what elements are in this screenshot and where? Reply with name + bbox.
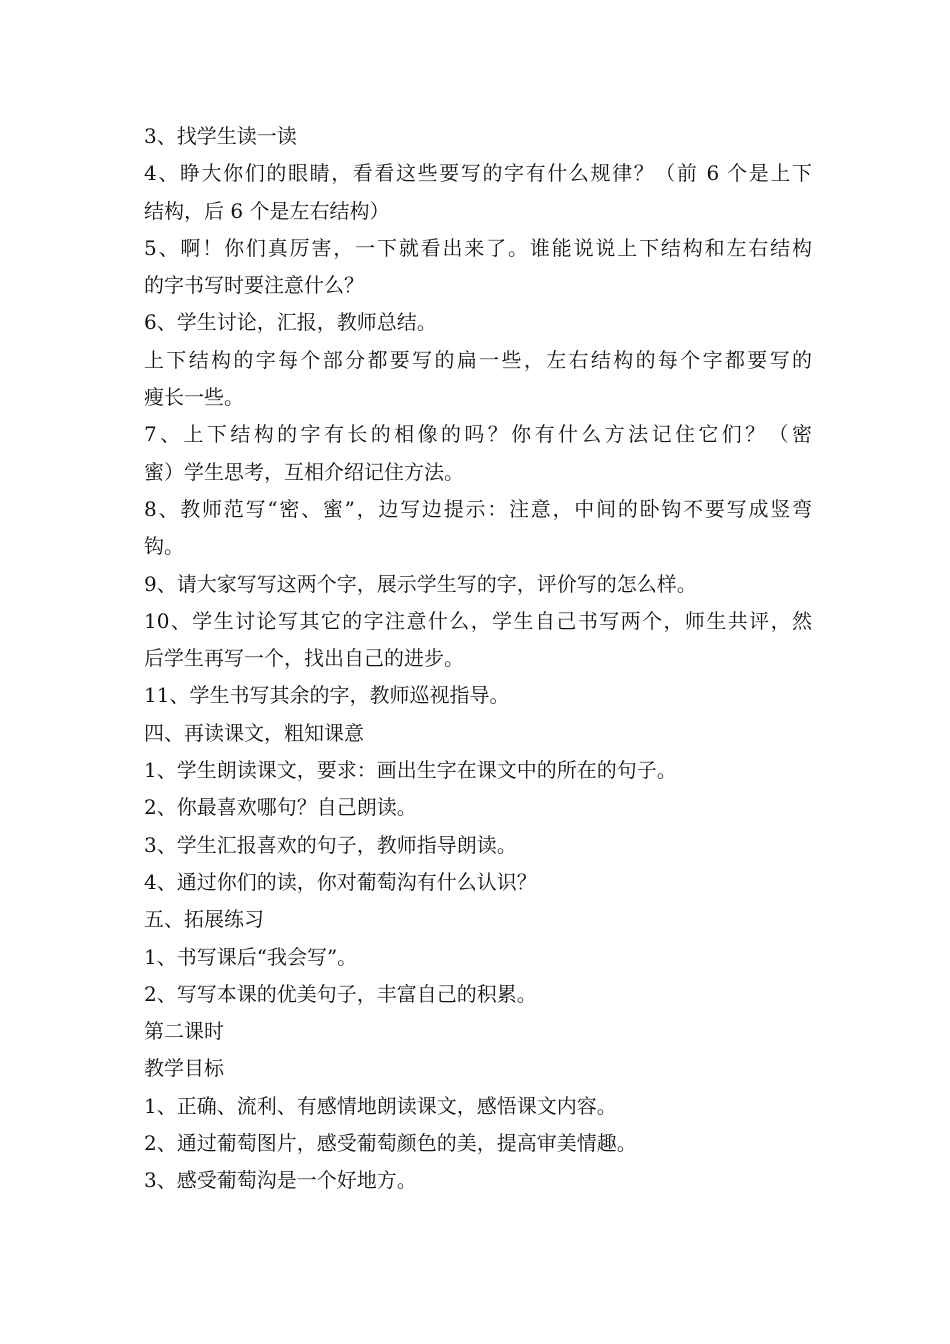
text-line: 7、上下结构的字有长的相像的吗？你有什么方法记住它们？（密 <box>144 422 812 447</box>
text-line: 11、学生书写其余的字，教师巡视指导。 <box>144 683 510 708</box>
text-line: 3、感受葡萄沟是一个好地方。 <box>144 1168 417 1193</box>
text-line: 结构，后 6 个是左右结构） <box>144 198 390 223</box>
text-line: 4、通过你们的读，你对葡萄沟有什么认识？ <box>144 869 537 894</box>
text-line: 2、写写本课的优美句子，丰富自己的积累。 <box>144 981 537 1006</box>
text-line: 3、找学生读一读 <box>144 124 297 148</box>
text-line: 蜜）学生思考，互相介绍记住方法。 <box>144 459 464 484</box>
text-line: 钩。 <box>144 534 184 559</box>
text-line: 1、学生朗读课文，要求：画出生字在课文中的所在的句子。 <box>144 758 677 783</box>
text-line: 2、你最喜欢哪句？自己朗读。 <box>144 795 417 820</box>
text-line: 6、学生讨论，汇报，教师总结。 <box>144 310 437 335</box>
text-line: 五、拓展练习 <box>144 907 264 932</box>
text-line: 1、书写课后“我会写”。 <box>144 944 358 969</box>
text-line: 的字书写时要注意什么？ <box>144 273 364 298</box>
text-line: 后学生再写一个，找出自己的进步。 <box>144 646 464 671</box>
text-line: 上下结构的字每个部分都要写的扁一些，左右结构的每个字都要写的 <box>144 347 812 372</box>
document-body <box>144 118 812 1200</box>
text-line: 第二课时 <box>144 1019 224 1044</box>
text-line: 1、正确、流利、有感情地朗读课文，感悟课文内容。 <box>144 1093 617 1118</box>
text-line: 教学目标 <box>144 1056 224 1081</box>
text-line: 8、教师范写“密、蜜”，边写边提示：注意，中间的卧钩不要写成竖弯 <box>144 496 812 521</box>
text-line: 2、通过葡萄图片，感受葡萄颜色的美，提高审美情趣。 <box>144 1131 637 1156</box>
text-line: 10、学生讨论写其它的字注意什么，学生自己书写两个，师生共评，然 <box>144 608 812 633</box>
text-line: 3、学生汇报喜欢的句子，教师指导朗读。 <box>144 832 517 857</box>
text-line: 9、请大家写写这两个字，展示学生写的字，评价写的怎么样。 <box>144 571 697 596</box>
text-line: 4、睁大你们的眼睛，看看这些要写的字有什么规律？（前 6 个是上下 <box>144 161 812 186</box>
text-line: 四、再读课文，粗知课意 <box>144 720 364 745</box>
text-line: 瘦长一些。 <box>144 385 244 410</box>
text-line: 5、啊！你们真厉害，一下就看出来了。谁能说说上下结构和左右结构 <box>144 235 812 260</box>
